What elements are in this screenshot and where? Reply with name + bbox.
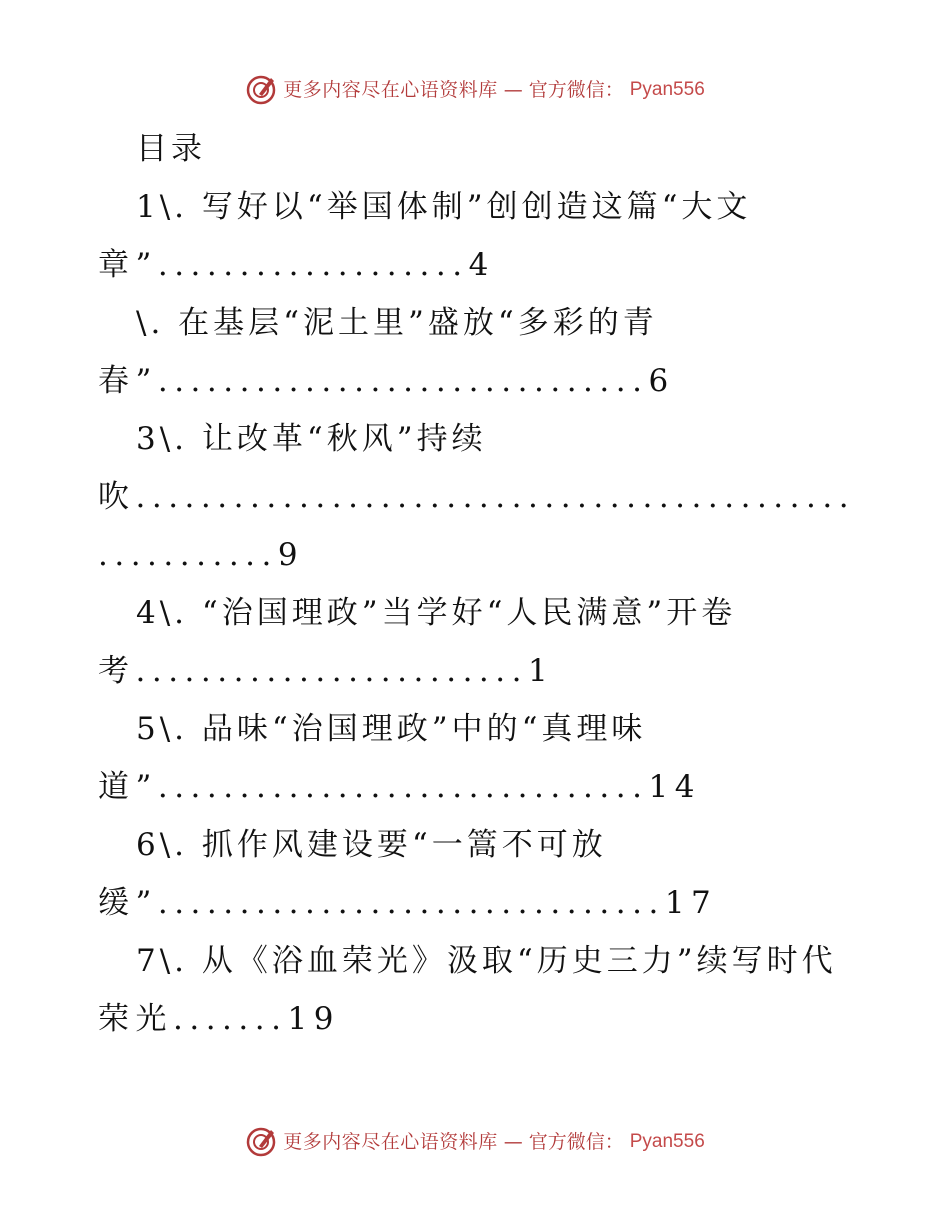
toc-entry-6-line-1: 6\. 抓作风建设要“一篙不可放	[136, 827, 607, 863]
banner-dash: —	[503, 1131, 523, 1153]
toc-entry-7-line-1: 7\. 从《浴血荣光》汲取“历史三力”续写时代	[136, 943, 837, 979]
banner-wechat-label: 官方微信：	[528, 1131, 624, 1153]
toc-entry-2-line-2: 春”..............................6	[98, 363, 675, 399]
toc-entry-7-line-2: 荣光.......19	[98, 1001, 340, 1037]
banner-dash: —	[503, 79, 523, 101]
pen-logo-icon	[245, 74, 277, 106]
footer-banner	[0, 1126, 950, 1158]
banner-wechat-id: Pyan556	[629, 79, 705, 100]
toc-entry-1-line-1: 1\. 写好以“举国体制”创创造这篇“大文	[136, 189, 752, 225]
toc-entry-3-line-1: 3\. 让改革“秋风”持续	[136, 421, 487, 457]
toc-entry-4-line-1: 4\. “治国理政”当学好“人民满意”开卷	[136, 595, 737, 631]
header-banner	[0, 74, 950, 106]
toc-title: 目录	[136, 131, 206, 167]
toc-entry-4-line-2: 考........................1	[98, 653, 555, 689]
banner-text: 更多内容尽在心语资料库	[283, 79, 498, 101]
toc-entry-5-line-2: 道”..............................14	[98, 769, 701, 805]
banner-wechat-label: 官方微信：	[528, 79, 624, 101]
toc-entry-1-line-2: 章”...................4	[98, 247, 495, 283]
pen-logo-icon	[245, 1126, 277, 1158]
banner-wechat-id: Pyan556	[629, 1131, 705, 1152]
toc-entry-2-line-1: \. 在基层“泥土里”盛放“多彩的青	[136, 305, 658, 341]
toc-entry-3-line-2: 吹............................................	[98, 479, 856, 515]
toc-entry-3-line-3: ...........9	[98, 537, 305, 573]
toc-entry-5-line-1: 5\. 品味“治国理政”中的“真理味	[136, 711, 647, 747]
toc-entry-6-line-2: 缓”...............................17	[98, 885, 718, 921]
banner-text: 更多内容尽在心语资料库	[283, 1131, 498, 1153]
toc	[98, 120, 858, 1048]
